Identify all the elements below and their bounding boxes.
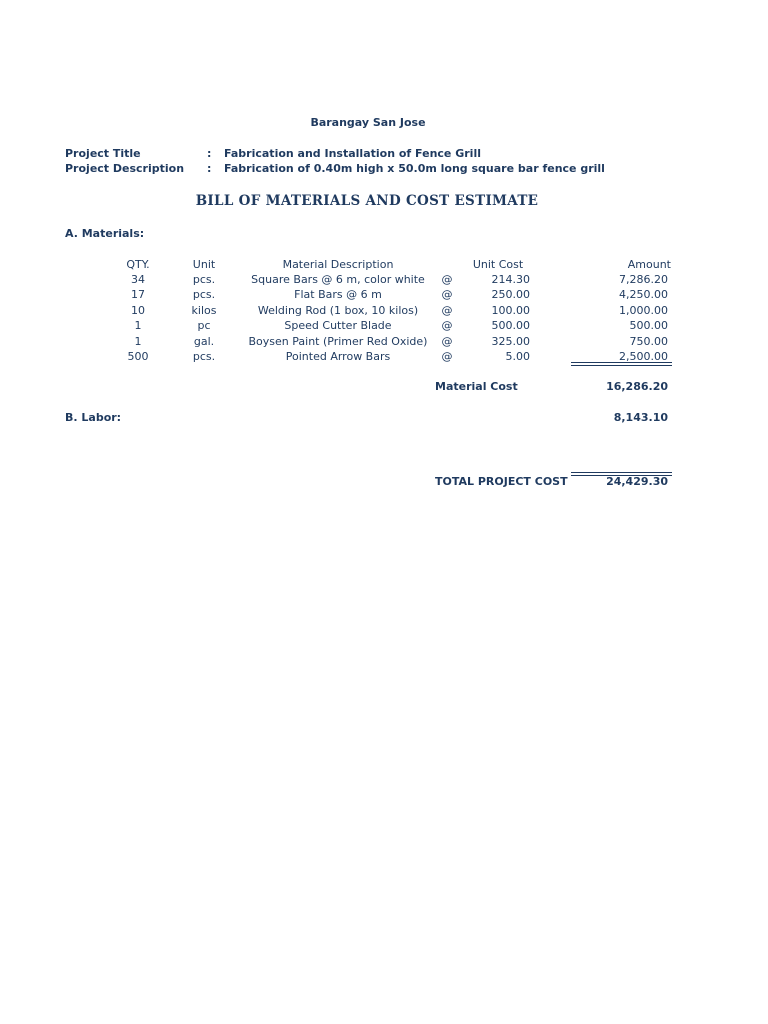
project-description-label: Project Description [65,162,185,175]
row-amount: 7,286.20 [619,273,668,286]
barangay-name: Barangay San Jose [310,116,426,129]
row-qty: 10 [131,304,145,317]
column-header-unit-cost: Unit Cost [472,258,524,271]
total-project-cost-value: 24,429.30 [606,475,668,488]
row-unit-cost: 325.00 [491,335,530,348]
row-description: Square Bars @ 6 m, color white [251,273,425,286]
project-description-colon: : [207,162,212,175]
labor-value: 8,143.10 [613,411,668,424]
row-amount: 2,500.00 [619,350,668,363]
row-qty: 500 [127,350,149,363]
row-amount: 4,250.00 [619,288,668,301]
material-cost-label: Material Cost [435,380,518,393]
row-unit-cost: 250.00 [491,288,530,301]
row-amount: 500.00 [629,319,668,332]
row-description: Boysen Paint (Primer Red Oxide) [248,335,428,348]
column-header-description: Material Description [282,258,394,271]
row-description: Flat Bars @ 6 m [294,288,382,301]
material-cost-value: 16,286.20 [606,380,668,393]
row-at-sign: @ [441,319,453,332]
project-title-label: Project Title [65,147,141,160]
row-at-sign: @ [441,288,453,301]
column-header-unit: Unit [192,258,216,271]
project-description-value: Fabrication of 0.40m high x 50.0m long square bar fence grill [224,162,605,175]
row-at-sign: @ [441,273,453,286]
subtotal-double-rule-bottom [571,365,672,366]
row-at-sign: @ [441,350,453,363]
row-description: Pointed Arrow Bars [285,350,391,363]
row-qty: 34 [131,273,145,286]
column-header-amount: Amount [627,258,671,271]
total-double-rule-top [571,472,672,473]
row-unit: pc [197,319,211,332]
materials-section-label: A. Materials: [65,227,145,240]
project-title-colon: : [207,147,212,160]
row-description: Welding Rod (1 box, 10 kilos) [257,304,419,317]
total-project-cost-label: TOTAL PROJECT COST [435,475,568,488]
row-amount: 750.00 [629,335,668,348]
labor-section-label: B. Labor: [65,411,122,424]
row-description: Speed Cutter Blade [284,319,392,332]
subtotal-double-rule-top [571,362,672,363]
row-at-sign: @ [441,304,453,317]
row-amount: 1,000.00 [619,304,668,317]
row-unit-cost: 500.00 [491,319,530,332]
document-title: BILL OF MATERIALS AND COST ESTIMATE [195,193,539,209]
row-unit: pcs. [192,288,216,301]
row-unit: pcs. [192,350,216,363]
row-unit: gal. [193,335,215,348]
row-qty: 1 [134,335,142,348]
row-qty: 1 [134,319,142,332]
row-unit-cost: 5.00 [505,350,530,363]
row-unit-cost: 100.00 [491,304,530,317]
row-at-sign: @ [441,335,453,348]
column-header-qty: QTY. [126,258,150,271]
row-unit: pcs. [192,273,216,286]
row-unit: kilos [191,304,217,317]
row-unit-cost: 214.30 [491,273,530,286]
project-title-value: Fabrication and Installation of Fence Grill [224,147,481,160]
row-qty: 17 [131,288,145,301]
